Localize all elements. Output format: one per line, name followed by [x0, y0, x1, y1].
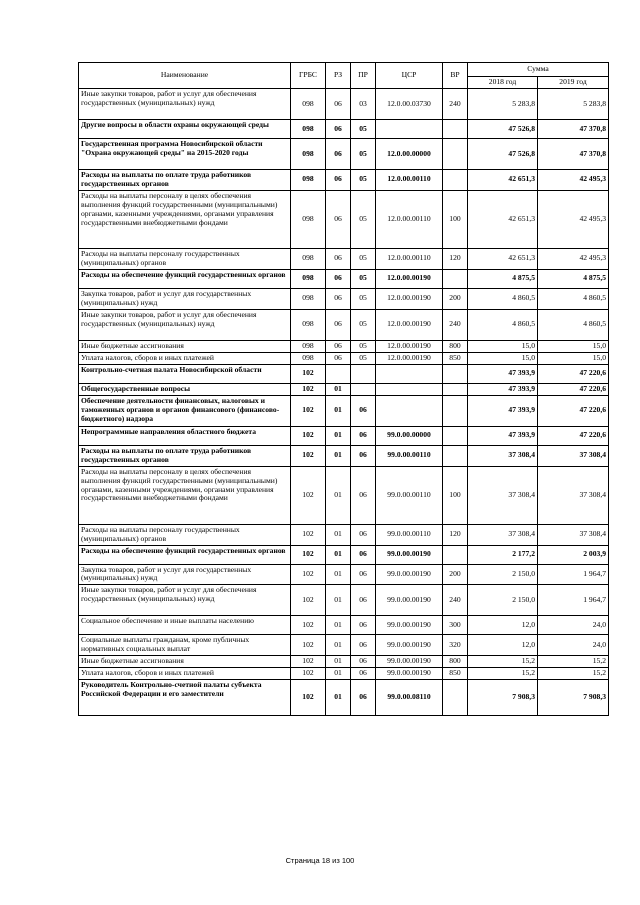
row-rz: 06 [326, 340, 351, 352]
row-grbs: 098 [291, 288, 326, 309]
row-sum-2018: 4 875,5 [468, 269, 538, 288]
col-header-2019: 2019 год [538, 77, 609, 89]
row-name: Непрограммные направления областного бюджета [79, 426, 291, 445]
row-grbs: 102 [291, 680, 326, 716]
row-grbs: 102 [291, 426, 326, 445]
row-rz: 01 [326, 616, 351, 635]
row-rz: 01 [326, 383, 351, 395]
row-pr: 06 [351, 616, 376, 635]
row-pr: 06 [351, 680, 376, 716]
table-row [79, 545, 609, 564]
row-csr: 12.0.00.03730 [376, 89, 443, 120]
row-name: Уплата налогов, сборов и иных платежей [79, 668, 291, 680]
table-row [79, 340, 609, 352]
row-rz: 06 [326, 89, 351, 120]
row-sum-2019: 2 003,9 [538, 545, 609, 564]
row-pr: 06 [351, 585, 376, 616]
row-vr [443, 120, 468, 139]
row-pr: 05 [351, 170, 376, 191]
row-vr [443, 170, 468, 191]
table-body [79, 89, 609, 716]
row-name: Иные закупки товаров, работ и услуг для обеспечения государственных (муниципальных) нужд [79, 309, 291, 340]
row-grbs: 102 [291, 564, 326, 585]
row-rz [326, 364, 351, 383]
row-sum-2018: 37 308,4 [468, 524, 538, 545]
row-vr: 100 [443, 466, 468, 524]
col-header-name: Наименование [79, 63, 291, 89]
row-sum-2019: 47 220,6 [538, 364, 609, 383]
row-rz: 06 [326, 309, 351, 340]
page-number: Страница 18 из 100 [285, 856, 355, 865]
row-name: Другие вопросы в области охраны окружающей среды [79, 120, 291, 139]
row-vr [443, 383, 468, 395]
row-rz: 06 [326, 352, 351, 364]
table-row [79, 656, 609, 668]
row-sum-2018: 47 393,9 [468, 426, 538, 445]
row-pr: 05 [351, 139, 376, 170]
row-grbs: 102 [291, 364, 326, 383]
row-sum-2018: 2 150,0 [468, 585, 538, 616]
table-row [79, 269, 609, 288]
row-vr: 100 [443, 190, 468, 248]
col-header-2018: 2018 год [468, 77, 538, 89]
row-sum-2018: 2 177,2 [468, 545, 538, 564]
row-vr: 120 [443, 248, 468, 269]
row-vr: 800 [443, 340, 468, 352]
row-sum-2019: 47 220,6 [538, 395, 609, 426]
row-sum-2019: 24,0 [538, 635, 609, 656]
row-sum-2018: 5 283,8 [468, 89, 538, 120]
row-csr: 12.0.00.00110 [376, 170, 443, 191]
row-sum-2019: 47 220,6 [538, 426, 609, 445]
row-sum-2019: 37 308,4 [538, 445, 609, 466]
row-grbs: 098 [291, 89, 326, 120]
row-grbs: 102 [291, 383, 326, 395]
table-row [79, 680, 609, 716]
row-csr: 99.0.00.00190 [376, 656, 443, 668]
row-grbs: 102 [291, 395, 326, 426]
row-rz: 06 [326, 139, 351, 170]
row-vr [443, 269, 468, 288]
row-pr: 06 [351, 545, 376, 564]
row-pr: 06 [351, 445, 376, 466]
row-name: Иные бюджетные ассигнования [79, 340, 291, 352]
row-rz: 01 [326, 656, 351, 668]
row-grbs: 102 [291, 466, 326, 524]
row-vr: 850 [443, 668, 468, 680]
row-name: Общегосударственные вопросы [79, 383, 291, 395]
row-sum-2019: 42 495,3 [538, 190, 609, 248]
row-sum-2018: 47 393,9 [468, 383, 538, 395]
row-vr: 200 [443, 288, 468, 309]
row-name: Расходы на выплаты персоналу в целях обеспечения выполнения функций государственными (муниципальными) органами, казенными учреждениями, органами управления государственными внебюджетными фондами [79, 466, 291, 524]
row-csr: 99.0.00.00190 [376, 545, 443, 564]
table-row [79, 248, 609, 269]
row-csr [376, 383, 443, 395]
row-rz: 01 [326, 426, 351, 445]
row-rz: 06 [326, 288, 351, 309]
row-sum-2018: 7 908,3 [468, 680, 538, 716]
row-sum-2018: 4 860,5 [468, 309, 538, 340]
table-row [79, 170, 609, 191]
row-csr: 99.0.00.00110 [376, 466, 443, 524]
table-row [79, 445, 609, 466]
row-rz: 06 [326, 170, 351, 191]
row-vr: 200 [443, 564, 468, 585]
table-row [79, 190, 609, 248]
row-csr: 99.0.00.00000 [376, 426, 443, 445]
row-pr: 05 [351, 352, 376, 364]
row-grbs: 098 [291, 120, 326, 139]
row-pr: 05 [351, 248, 376, 269]
row-pr: 06 [351, 656, 376, 668]
row-name: Расходы на обеспечение функций государственных органов [79, 269, 291, 288]
row-sum-2019: 5 283,8 [538, 89, 609, 120]
row-csr: 99.0.00.00190 [376, 616, 443, 635]
row-grbs: 102 [291, 668, 326, 680]
row-vr: 240 [443, 89, 468, 120]
row-sum-2019: 47 370,8 [538, 139, 609, 170]
row-rz: 01 [326, 680, 351, 716]
row-csr: 99.0.00.00190 [376, 668, 443, 680]
row-pr: 03 [351, 89, 376, 120]
row-csr [376, 364, 443, 383]
row-csr: 99.0.00.00110 [376, 524, 443, 545]
row-rz: 01 [326, 585, 351, 616]
row-vr [443, 395, 468, 426]
row-grbs: 098 [291, 352, 326, 364]
row-sum-2019: 37 308,4 [538, 466, 609, 524]
row-grbs: 098 [291, 340, 326, 352]
row-csr: 99.0.00.00190 [376, 585, 443, 616]
row-sum-2019: 15,2 [538, 656, 609, 668]
row-vr [443, 364, 468, 383]
row-sum-2019: 42 495,3 [538, 170, 609, 191]
row-grbs: 098 [291, 309, 326, 340]
row-rz: 01 [326, 668, 351, 680]
row-pr: 05 [351, 340, 376, 352]
table-row [79, 395, 609, 426]
col-header-sum: Сумма [468, 63, 609, 77]
row-csr: 99.0.00.00190 [376, 564, 443, 585]
row-name: Расходы на обеспечение функций государственных органов [79, 545, 291, 564]
row-grbs: 102 [291, 616, 326, 635]
table-row [79, 352, 609, 364]
row-sum-2019: 42 495,3 [538, 248, 609, 269]
col-header-rz: РЗ [326, 63, 351, 89]
table-row [79, 564, 609, 585]
row-sum-2018: 12,0 [468, 616, 538, 635]
row-sum-2019: 4 875,5 [538, 269, 609, 288]
row-sum-2018: 42 651,3 [468, 248, 538, 269]
row-pr: 05 [351, 269, 376, 288]
row-vr [443, 445, 468, 466]
row-name: Руководитель Контрольно-счетной палаты субъекта Российской Федерации и его заместители [79, 680, 291, 716]
row-sum-2018: 47 393,9 [468, 364, 538, 383]
table-row [79, 288, 609, 309]
row-name: Социальные выплаты гражданам, кроме публичных нормативных социальных выплат [79, 635, 291, 656]
table-row [79, 383, 609, 395]
row-sum-2018: 12,0 [468, 635, 538, 656]
row-rz: 01 [326, 545, 351, 564]
row-name: Обеспечение деятельности финансовых, налоговых и таможенных органов и органов финансового (финансово-бюджетного) надзора [79, 395, 291, 426]
row-pr: 05 [351, 288, 376, 309]
table-row [79, 585, 609, 616]
row-sum-2019: 7 908,3 [538, 680, 609, 716]
row-rz: 06 [326, 120, 351, 139]
row-sum-2018: 15,2 [468, 668, 538, 680]
row-sum-2018: 42 651,3 [468, 170, 538, 191]
row-rz: 01 [326, 395, 351, 426]
row-name: Расходы на выплаты персоналу в целях обеспечения выполнения функций государственными (муниципальными) органами, казенными учреждениями, органами управления государственными внебюджетными фондами [79, 190, 291, 248]
table-row [79, 309, 609, 340]
row-sum-2019: 47 370,8 [538, 120, 609, 139]
row-name: Иные закупки товаров, работ и услуг для обеспечения государственных (муниципальных) нужд [79, 89, 291, 120]
row-rz: 06 [326, 269, 351, 288]
row-name: Иные бюджетные ассигнования [79, 656, 291, 668]
row-grbs: 102 [291, 635, 326, 656]
row-sum-2018: 37 308,4 [468, 445, 538, 466]
row-sum-2019: 4 860,5 [538, 288, 609, 309]
table-row [79, 635, 609, 656]
row-sum-2019: 15,0 [538, 340, 609, 352]
row-vr [443, 680, 468, 716]
row-grbs: 098 [291, 269, 326, 288]
row-pr: 06 [351, 426, 376, 445]
table-row [79, 139, 609, 170]
row-rz: 01 [326, 466, 351, 524]
row-sum-2018: 15,0 [468, 340, 538, 352]
row-vr: 120 [443, 524, 468, 545]
row-csr: 12.0.00.00190 [376, 288, 443, 309]
row-sum-2018: 15,0 [468, 352, 538, 364]
row-csr: 12.0.00.00110 [376, 190, 443, 248]
row-csr: 12.0.00.00190 [376, 340, 443, 352]
row-name: Расходы на выплаты персоналу государственных (муниципальных) органов [79, 524, 291, 545]
col-header-csr: ЦСР [376, 63, 443, 89]
row-csr: 99.0.00.00110 [376, 445, 443, 466]
row-grbs: 102 [291, 445, 326, 466]
row-pr: 06 [351, 564, 376, 585]
table-header [79, 63, 609, 89]
row-grbs: 098 [291, 139, 326, 170]
row-name: Расходы на выплаты по оплате труда работников государственных органов [79, 445, 291, 466]
table-row [79, 668, 609, 680]
col-header-vr: ВР [443, 63, 468, 89]
row-grbs: 102 [291, 545, 326, 564]
row-pr: 05 [351, 309, 376, 340]
col-header-pr: ПР [351, 63, 376, 89]
table-row [79, 364, 609, 383]
row-sum-2018: 2 150,0 [468, 564, 538, 585]
row-sum-2019: 37 308,4 [538, 524, 609, 545]
row-name: Государственная программа Новосибирской области "Охрана окружающей среды" на 2015-2020 годы [79, 139, 291, 170]
row-name: Социальное обеспечение и иные выплаты населению [79, 616, 291, 635]
row-grbs: 098 [291, 248, 326, 269]
row-vr [443, 545, 468, 564]
row-sum-2018: 42 651,3 [468, 190, 538, 248]
table-row [79, 120, 609, 139]
row-sum-2018: 15,2 [468, 656, 538, 668]
row-grbs: 102 [291, 524, 326, 545]
row-sum-2019: 47 220,6 [538, 383, 609, 395]
row-csr: 12.0.00.00000 [376, 139, 443, 170]
table-row [79, 426, 609, 445]
row-pr [351, 383, 376, 395]
row-sum-2018: 47 526,8 [468, 120, 538, 139]
row-name: Контрольно-счетная палата Новосибирской области [79, 364, 291, 383]
row-sum-2019: 1 964,7 [538, 564, 609, 585]
row-pr: 05 [351, 120, 376, 139]
table-row [79, 89, 609, 120]
row-pr: 06 [351, 466, 376, 524]
row-vr: 240 [443, 309, 468, 340]
row-csr [376, 395, 443, 426]
row-rz: 01 [326, 445, 351, 466]
row-name: Уплата налогов, сборов и иных платежей [79, 352, 291, 364]
row-grbs: 098 [291, 170, 326, 191]
row-pr: 06 [351, 524, 376, 545]
row-vr: 850 [443, 352, 468, 364]
row-name: Расходы на выплаты персоналу государственных (муниципальных) органов [79, 248, 291, 269]
row-rz: 01 [326, 635, 351, 656]
row-sum-2019: 4 860,5 [538, 309, 609, 340]
row-sum-2018: 47 393,9 [468, 395, 538, 426]
budget-page [78, 62, 608, 716]
row-rz: 06 [326, 248, 351, 269]
row-rz: 01 [326, 524, 351, 545]
row-vr: 300 [443, 616, 468, 635]
row-name: Закупка товаров, работ и услуг для государственных (муниципальных) нужд [79, 288, 291, 309]
row-csr: 99.0.00.00190 [376, 635, 443, 656]
row-sum-2018: 4 860,5 [468, 288, 538, 309]
row-rz: 06 [326, 190, 351, 248]
col-header-grbs: ГРБС [291, 63, 326, 89]
row-pr: 06 [351, 668, 376, 680]
row-pr [351, 364, 376, 383]
row-csr: 12.0.00.00190 [376, 352, 443, 364]
row-name: Расходы на выплаты по оплате труда работников государственных органов [79, 170, 291, 191]
row-csr [376, 120, 443, 139]
row-csr: 12.0.00.00110 [376, 248, 443, 269]
row-grbs: 098 [291, 190, 326, 248]
row-pr: 06 [351, 395, 376, 426]
row-sum-2019: 1 964,7 [538, 585, 609, 616]
row-pr: 06 [351, 635, 376, 656]
row-vr: 320 [443, 635, 468, 656]
row-sum-2018: 47 526,8 [468, 139, 538, 170]
row-vr: 800 [443, 656, 468, 668]
row-csr: 99.0.00.08110 [376, 680, 443, 716]
row-vr [443, 426, 468, 445]
row-grbs: 102 [291, 656, 326, 668]
row-rz: 01 [326, 564, 351, 585]
row-name: Закупка товаров, работ и услуг для государственных (муниципальных) нужд [79, 564, 291, 585]
row-sum-2018: 37 308,4 [468, 466, 538, 524]
budget-table [78, 62, 609, 716]
row-vr: 240 [443, 585, 468, 616]
row-vr [443, 139, 468, 170]
table-row [79, 524, 609, 545]
row-name: Иные закупки товаров, работ и услуг для обеспечения государственных (муниципальных) нужд [79, 585, 291, 616]
row-csr: 12.0.00.00190 [376, 309, 443, 340]
row-csr: 12.0.00.00190 [376, 269, 443, 288]
row-pr: 05 [351, 190, 376, 248]
row-sum-2019: 15,0 [538, 352, 609, 364]
table-row [79, 616, 609, 635]
row-sum-2019: 15,2 [538, 668, 609, 680]
table-row [79, 466, 609, 524]
row-sum-2019: 24,0 [538, 616, 609, 635]
row-grbs: 102 [291, 585, 326, 616]
